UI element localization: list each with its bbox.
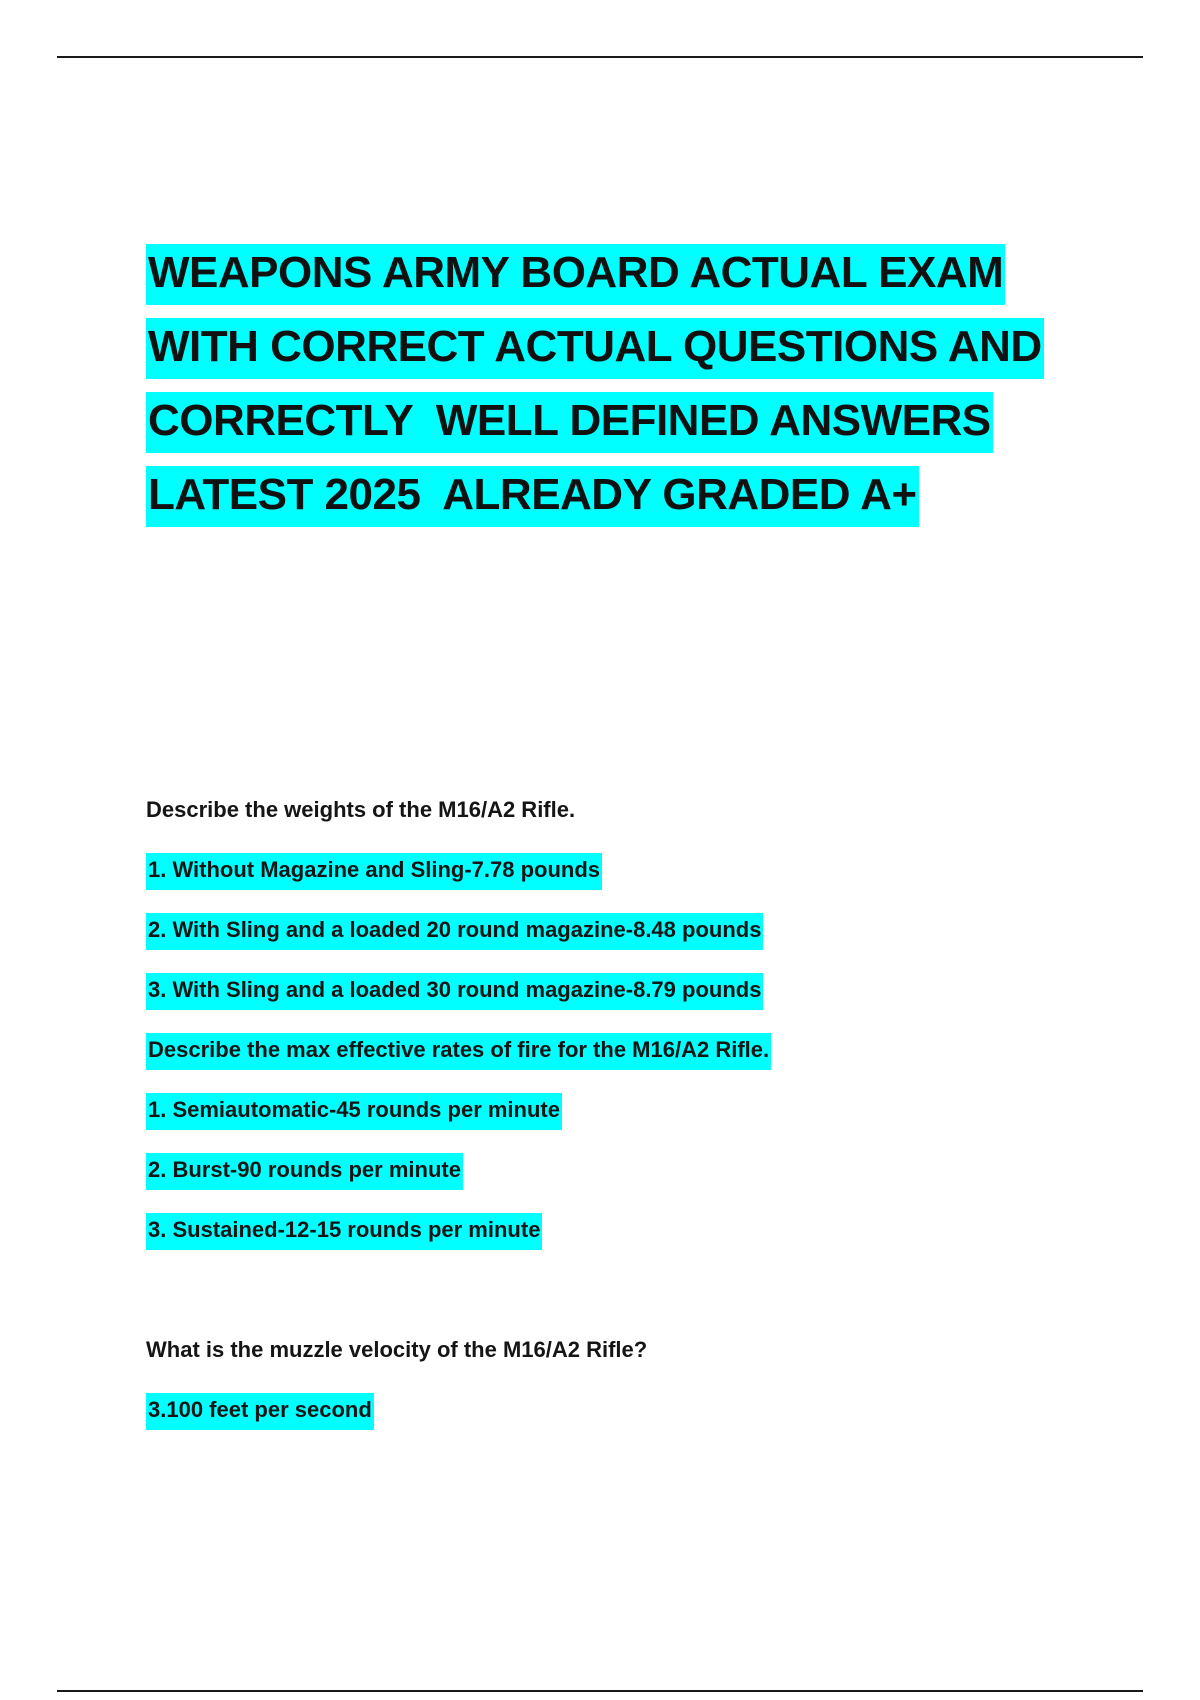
footer-rule <box>57 1690 1143 1692</box>
title-line-text: WITH CORRECT ACTUAL QUESTIONS AND <box>146 318 1044 379</box>
document-title <box>146 236 1086 532</box>
answer-text: 2. With Sling and a loaded 20 round magazine-8.48 pounds <box>146 913 763 950</box>
title-line <box>146 236 1086 310</box>
answer-text: 3.100 feet per second <box>146 1393 374 1430</box>
title-line <box>146 310 1086 384</box>
title-line <box>146 458 1086 532</box>
title-line <box>146 384 1086 458</box>
header-rule <box>57 56 1143 58</box>
answer-text: 1. Semiautomatic-45 rounds per minute <box>146 1093 562 1130</box>
answer-item <box>146 855 602 885</box>
answer-text: 3. Sustained-12-15 rounds per minute <box>146 1213 542 1250</box>
title-line-text: WEAPONS ARMY BOARD ACTUAL EXAM <box>146 244 1005 305</box>
question-weights: Describe the weights of the M16/A2 Rifle. <box>146 797 576 822</box>
title-line-text: LATEST 2025 ALREADY GRADED A+ <box>146 466 919 527</box>
answer-item <box>146 975 763 1005</box>
answer-item <box>146 1155 463 1185</box>
answer-text: 1. Without Magazine and Sling-7.78 pounds <box>146 853 602 890</box>
question-rates-of-fire <box>146 1035 771 1065</box>
question-text: Describe the max effective rates of fire for the M16/A2 Rifle. <box>146 1033 771 1070</box>
answer-item <box>146 1095 562 1125</box>
answer-item <box>146 1215 542 1245</box>
question-muzzle-velocity: What is the muzzle velocity of the M16/A2 Rifle? <box>146 1337 648 1362</box>
answer-item <box>146 915 763 945</box>
answer-item <box>146 1395 374 1425</box>
answer-text: 3. With Sling and a loaded 30 round magazine-8.79 pounds <box>146 973 763 1010</box>
title-line-text: CORRECTLY WELL DEFINED ANSWERS <box>146 392 993 453</box>
answer-text: 2. Burst-90 rounds per minute <box>146 1153 463 1190</box>
